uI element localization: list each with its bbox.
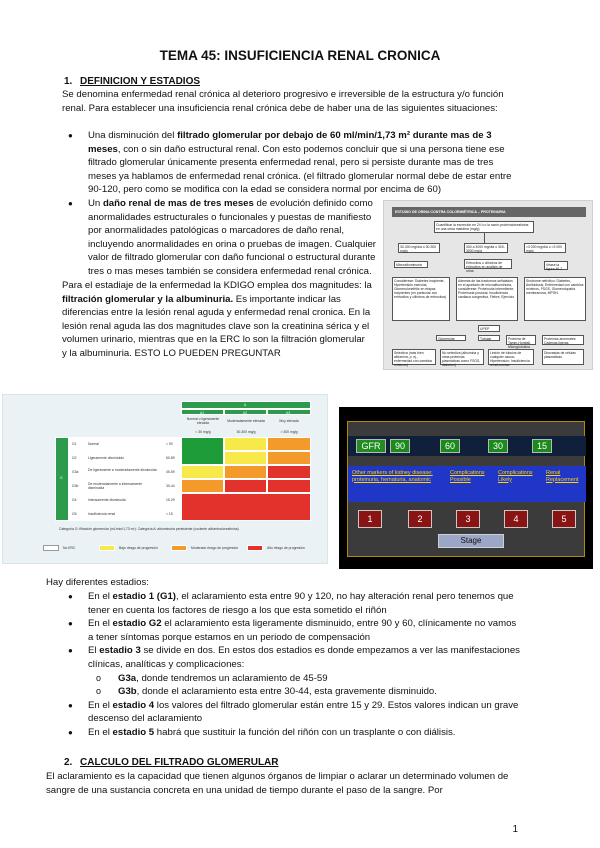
section-heading-definicion	[64, 76, 200, 87]
kdigo-row	[69, 465, 181, 479]
ckd-stage-diagram	[339, 407, 593, 569]
flow-box: Selectiva (más bien albúmina, p. ej., enfermedad con cambios mínimos)	[392, 349, 436, 365]
stage-box: 1	[358, 510, 382, 528]
g-desc: Ligeramente disminuido	[88, 456, 124, 460]
kdigo-row	[69, 507, 181, 521]
col-a3-header	[267, 409, 311, 415]
risk-cell	[224, 437, 267, 451]
g-code: G1	[72, 442, 77, 446]
flow-box: >3 000 mg/día o >3 000 mg/g	[524, 243, 566, 253]
g-code: G3b	[72, 484, 79, 488]
g-code: G2	[72, 456, 77, 460]
risk-cell	[181, 465, 224, 479]
gfr-value-box: 90	[390, 439, 410, 453]
section-number: 2.	[64, 757, 73, 768]
g-desc: Insuficiencia renal	[88, 512, 116, 516]
text-run: de evolución definido como anormalidades estructurales o funcionales y puestas de manifiesto por anormalidades patológicas o marcadores de daño renal, incluyendo anormalidades en orina o pruebas de imagen. Cualquier valor de filtrado glomerular con daño funcional o estructural durante tres o mas meses también se considera enfermedad renal crónica.	[88, 198, 376, 277]
col-a2-header	[224, 409, 267, 415]
stage-desc: Complications Possible	[450, 470, 485, 483]
bold-run: estadio G2	[112, 618, 162, 630]
stage-label: Stage	[438, 534, 504, 548]
stage-subitem-g3a	[92, 672, 522, 686]
col-a2-range: 30-300 mg/g	[236, 430, 256, 434]
bold-run: estadio 1 (G1)	[112, 591, 176, 602]
col-a3-desc: Muy elevada	[279, 419, 299, 423]
bold-run: G3b	[118, 686, 137, 698]
risk-cell	[224, 451, 267, 465]
legend-swatch	[99, 545, 115, 551]
col-a1-header	[181, 409, 224, 415]
flow-box: Además de las trastornos señalados en el apartado de microalbuminuria, considérese: Proteinuria intermitente, Proteinuria postural, Insuficiencia cardiaca congestiva, Fiebre, Ejercicio	[456, 277, 518, 321]
flow-box: Considérese: Diabetes incipiente, Hipertensión esencial, Glomerulonefritis en etapas incipientes (en particular con eritrocitos y cilindros de eritrocitos)	[392, 277, 450, 321]
text-run: , el aclaramiento esta entre 90 y 120, no hay alteración renal pero tenemos que tener en cuenta los factores de riesgo a los que esta sometido el riñón	[88, 591, 514, 616]
text-run: En el	[88, 726, 113, 738]
stages-list	[62, 590, 522, 740]
flowchart-header: ESTUDIO DE ORINA CONTRA COLORIMÉTRICA – PROTEINURIA	[392, 207, 586, 217]
section-heading-text: DEFINICION Y ESTADIOS	[80, 76, 201, 87]
kdigo-row	[69, 493, 181, 507]
section-number: 1.	[64, 76, 73, 87]
bold-run: G3a	[118, 672, 137, 684]
text-run: Para el estadiaje de la enfermedad la KDIGO emplea dos magnitudes: la	[62, 280, 372, 291]
section-heading-text: CALCULO DEL FILTRADO GLOMERULAR	[80, 757, 279, 768]
gfr-value-box: 15	[532, 439, 552, 453]
kdigo-footnote: Categoría G: filtración glomerular (mL/min/1,73 m²). Categoría A: albuminuria persistente (cociente albúmina/creatinina)	[59, 527, 239, 531]
flow-box: Véase la figura 46-2	[544, 261, 568, 270]
stage-desc: Complications Likely	[498, 470, 533, 483]
text-run: , donde el aclaramiento esta entre 30-44, esta gravemente disminuido.	[136, 686, 437, 698]
text-run: En el	[88, 591, 113, 602]
criteria-item-dano	[62, 197, 380, 279]
flow-box: Lesión de túbulos de cualquier causa; Hipertensión; Insuficiencia renal crónica	[488, 349, 534, 365]
g-desc: Intensamente disminuida	[88, 498, 126, 502]
gfr-value-box: 30	[488, 439, 508, 453]
stage-box: 5	[552, 510, 576, 528]
flow-box: 30-300 mg/día o 30-300 mg/g	[398, 243, 440, 253]
flow-box: Cuantificar la excreción en 24 h o la razón proteína/creatinina en una orina matutina (mg/g)	[434, 221, 534, 233]
bold-run: estadio 5	[112, 726, 155, 738]
stages-intro: Hay diferentes estadios:	[46, 577, 149, 588]
kdigo-risk-table	[2, 394, 328, 564]
text-run: los valores del filtrado glomerular están entre 15 y 29. Estos valores indican un grave descenso del aclaramiento	[88, 699, 519, 725]
g-code: G5	[72, 512, 77, 516]
risk-cell	[181, 437, 224, 465]
col-a3-range: > 300 mg/g	[280, 430, 298, 434]
text-run: habrá que sustituir la función del riñón con un trasplante o con diálisis.	[154, 726, 456, 738]
legend-swatch	[43, 545, 59, 551]
gfr-label-box: GFR	[356, 439, 386, 453]
kdigo-row	[69, 437, 181, 451]
page-number: 1	[512, 824, 518, 835]
bold-run: estadio 4	[112, 699, 155, 711]
col-label: A1	[200, 411, 205, 415]
g-code: G4	[72, 498, 77, 502]
g-value: 45-59	[166, 470, 175, 474]
text-run: El	[88, 645, 100, 657]
page-title: TEMA 45: INSUFICIENCIA RENAL CRONICA	[159, 48, 441, 63]
bold-run: filtrado glomerular por debajo de 60 ml/min/1,73 m² durante mas de 3 meses	[88, 130, 492, 155]
legend-swatch	[171, 545, 187, 551]
legend-swatch	[247, 545, 263, 551]
g-value: 15-29	[166, 498, 175, 502]
flow-box: Eritrocitos o cilindros de eritrocitos en análisis de orina	[464, 259, 512, 269]
stage-item-4	[62, 699, 522, 726]
proteinuria-flowchart	[383, 200, 593, 370]
stage-panel	[347, 421, 585, 557]
bold-run: filtración glomerular y la albuminuria.	[62, 293, 234, 305]
text-run: , con o sin daño estructural renal. Con esto podemos concluir que si una persona tiene ese filtrado glomerular únicamente presenta enfermedad renal, pero si persiste durante mas de tres meses ya hablamos de enfermedad renal crónica. (el filtrado glomerular normal debe de estar entre 90-120, pero como se modifica con la edad se considera normal por encima de 60)	[88, 143, 512, 196]
stage-box: 4	[504, 510, 528, 528]
g-value: 60-89	[166, 456, 175, 460]
criteria-list	[62, 129, 522, 197]
flow-box: Microalbuminuria	[394, 261, 428, 268]
g-desc: Normal	[88, 442, 99, 446]
g-value: < 15	[166, 512, 173, 516]
calculo-paragraph: El aclaramiento es la capacidad que tienen algunos órganos de limpiar o aclarar un determinado volumen de sangre de una sustancia concreta en una unidad de tiempo durante el paso de la sangre. Por	[46, 771, 509, 796]
risk-cell	[267, 451, 311, 465]
stage-item-2	[62, 617, 522, 644]
flow-box: Glomerular	[436, 335, 466, 341]
text-run: , donde tendremos un aclaramiento de 45-59	[136, 672, 328, 684]
flow-box: Proteína de Tamm-Horsfall, Microglobulina	[506, 335, 536, 345]
flow-box: 300 a 3000 mg/día o 300-3000 mg/g	[464, 243, 508, 253]
criteria-item-filtrado	[62, 129, 522, 197]
flow-box: Discrasias de células plasmáticas	[542, 349, 584, 365]
stage-desc: Other markers of kidney disease: proteinuria, hematuria, anatomic	[352, 470, 433, 483]
header-label: A	[244, 403, 247, 407]
risk-cell	[267, 465, 311, 479]
g-desc: De ligeramente a moderadamente disminuida	[88, 468, 157, 472]
risk-cell	[181, 493, 311, 521]
kdigo-row	[69, 451, 181, 465]
stage-box: 3	[456, 510, 480, 528]
flow-box: Proteínas anormales: Cadenas ligeras	[542, 335, 584, 345]
risk-cell	[181, 479, 224, 493]
text-run: En el	[88, 699, 113, 711]
section-heading-calculo	[64, 757, 279, 768]
stage-subitem-g3b	[92, 685, 522, 699]
risk-cell	[224, 465, 267, 479]
text-run: Una disminución del	[88, 130, 178, 141]
g-value: > 90	[166, 442, 173, 446]
text-run: Es importante indicar las diferencias entre la lesión renal aguda y enfermedad renal cronica. En la lesión renal aguda las dos magnitudes clave son la creatinina sérica y el volumen urinario, mientras que en la ERC lo son la filtración glomerular y la albuminuria. ESTO LO PUEDEN PREGUNTAR	[62, 293, 371, 359]
bold-run: estadio 3	[99, 645, 141, 657]
flow-connector	[484, 233, 485, 243]
col-a1-range: < 30 mg/g	[195, 430, 211, 434]
text-run: el aclaramiento esta ligeramente disminuido, entre 90 y 60, clínicamente no vamos a tener síntomas porque estamos en un periodo de compensación	[88, 618, 517, 643]
legend-label: Moderado riesgo de progresión	[191, 546, 239, 550]
legend-label: No ERC	[63, 546, 76, 550]
col-label: A3	[286, 411, 291, 415]
intro-paragraph: Se denomina enfermedad renal crónica al deterioro progresivo e irreversible de la estructura y/o función renal. Para establecer una insuficiencia renal crónica debe de haber una de las siguientes situaciones:	[62, 89, 504, 114]
flow-box: No selectiva (albúmina y otras proteínas plasmáticas como FSGS, diabetes)	[440, 349, 484, 365]
kdigo-row	[69, 479, 181, 493]
stage-item-5	[62, 726, 522, 740]
gfr-value-box: 60	[440, 439, 460, 453]
flow-box: UPEP	[478, 325, 500, 332]
text-run: se divide en dos. En estos dos estadios es donde empezamos a ver las manifestaciones clínicas, analíticas y complicaciones:	[88, 645, 520, 670]
text-run: En el	[88, 618, 113, 630]
g-desc: De moderadamente a intensamente disminuida	[88, 482, 143, 490]
g-code: G3a	[72, 470, 79, 474]
bold-run: daño renal de mas de tres meses	[102, 198, 254, 209]
g-value: 30-44	[166, 484, 175, 488]
legend-label: Alto riesgo de progresión	[267, 546, 305, 550]
flow-box: Síndrome nefrótico: Diabetes, Amiloidosis, Enfermedad con cambios mínimos, FSGS, Glomerulopatía membranosa, MPGN	[524, 277, 586, 321]
side-label: G	[60, 476, 63, 480]
stage-item-1	[62, 590, 522, 617]
albuminuria-header	[181, 401, 311, 409]
kdigo-paragraph	[62, 279, 372, 361]
risk-cell	[267, 479, 311, 493]
col-a2-desc: Moderadamente elevada	[227, 419, 265, 423]
flow-box: Tubular	[478, 335, 500, 341]
risk-cell	[267, 437, 311, 451]
col-a1-desc: Normal o ligeramente elevada	[186, 417, 220, 425]
stage-box: 2	[408, 510, 432, 528]
criteria-list-2	[62, 197, 380, 279]
stage-item-3	[62, 644, 522, 671]
risk-cell	[224, 479, 267, 493]
g-side-label	[55, 437, 69, 521]
legend-label: Bajo riesgo de progresión	[119, 546, 158, 550]
stage-desc: Renal Replacement	[546, 470, 579, 483]
text-run: Un	[88, 198, 103, 209]
col-label: A2	[243, 411, 248, 415]
